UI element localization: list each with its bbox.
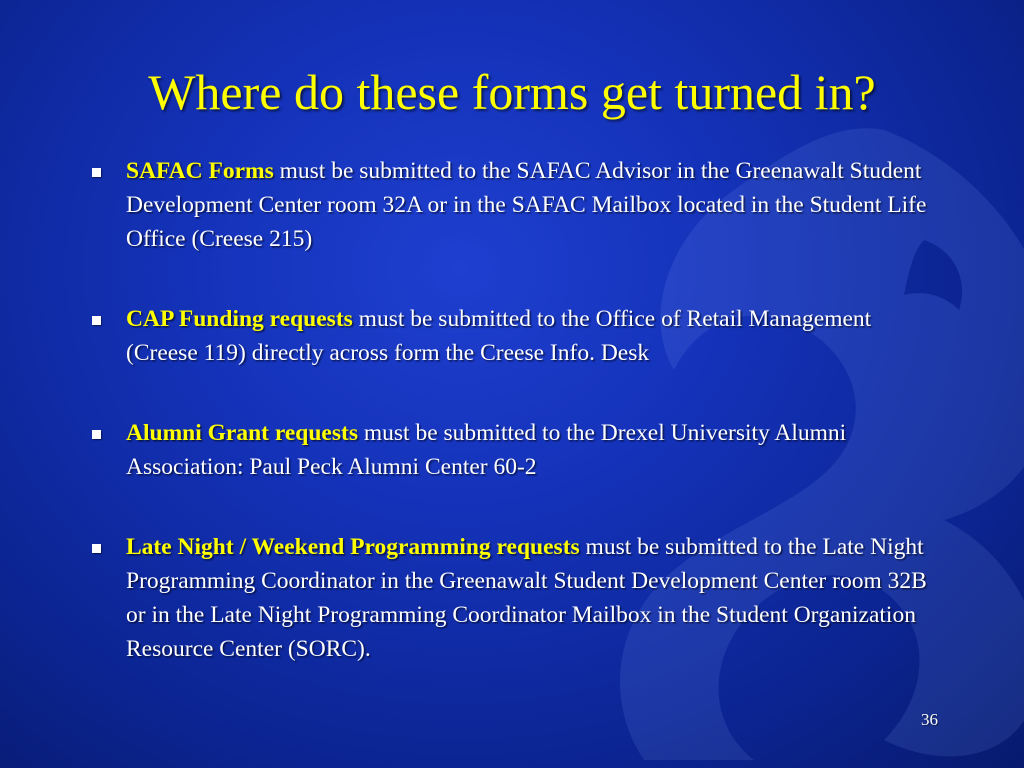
bullet-item-late-night: [86, 530, 936, 666]
square-bullet-icon: [92, 544, 101, 553]
bullet-text: must be submitted to the Late Night Programming Coordinator in the Greenawalt Student Development Center room 32B or in the Late Night Programming Coordinator Mailbox in the Student Organization Resource Center (SORC).: [126, 534, 927, 662]
slide-title: Where do these forms get turned in?: [148, 64, 876, 120]
bullet-text: must be submitted to the Drexel University Alumni Association: Paul Peck Alumni Center 60-2: [126, 420, 847, 480]
square-bullet-icon: [92, 168, 101, 177]
square-bullet-icon: [92, 316, 101, 325]
bullet-list: [86, 154, 936, 666]
bullet-item-cap: [86, 302, 936, 370]
bullet-item-alumni: [86, 416, 936, 484]
bullet-highlight: Late Night / Weekend Programming requests: [126, 534, 580, 560]
bullet-text: must be submitted to the SAFAC Advisor in the Greenawalt Student Development Center room 32A or in the SAFAC Mailbox located in the Student Life Office (Creese 215): [126, 158, 927, 252]
bullet-highlight: SAFAC Forms: [126, 158, 274, 184]
square-bullet-icon: [92, 430, 101, 439]
bullet-highlight: Alumni Grant requests: [126, 420, 358, 446]
bullet-text: must be submitted to the Office of Retail Management (Creese 119) directly across form the Creese Info. Desk: [126, 306, 872, 366]
page-number: 36: [921, 710, 938, 729]
bullet-item-safac: [86, 154, 936, 256]
bullet-highlight: CAP Funding requests: [126, 306, 353, 332]
